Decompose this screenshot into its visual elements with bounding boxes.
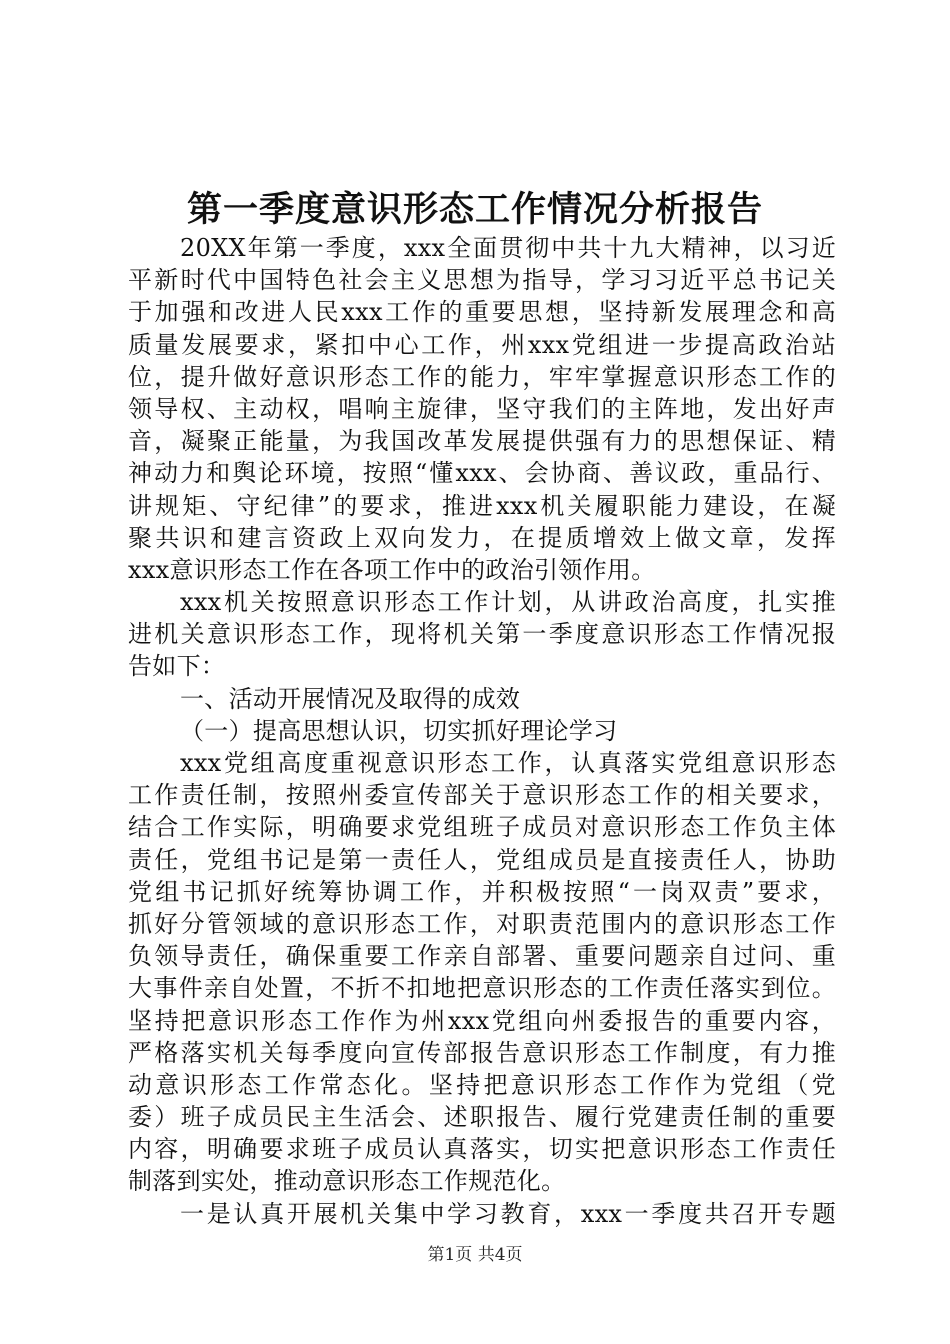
text-line: 聚共识和建言资政上双向发力，在提质增效上做文章，发挥 xyxy=(128,523,836,552)
section-heading-line: 一、活动开展情况及取得的成效 xyxy=(180,684,521,713)
text-line: 结合工作实际，明确要求党组班子成员对意识形态工作负主体 xyxy=(128,813,836,842)
text-line: 质量发展要求，紧扣中心工作，州xxx党组进一步提高政治站 xyxy=(128,330,836,359)
text-line: xxx机关按照意识形态工作计划，从讲政治高度，扎实推 xyxy=(180,588,836,617)
text-line: 责任，党组书记是第一责任人，党组成员是直接责任人，协助 xyxy=(128,845,836,874)
text-line: 工作责任制，按照州委宣传部关于意识形态工作的相关要求， xyxy=(128,781,836,810)
text-line: 内容，明确要求班子成员认真落实，切实把意识形态工作责任 xyxy=(128,1135,836,1164)
text-line: 平新时代中国特色社会主义思想为指导，学习习近平总书记关 xyxy=(128,266,836,295)
text-line: 动意识形态工作常态化。坚持把意识形态工作作为党组（党 xyxy=(128,1070,836,1099)
text-line: 抓好分管领域的意识形态工作，对职责范围内的意识形态工作 xyxy=(128,909,836,938)
text-line: 神动力和舆论环境，按照“懂xxx、会协商、善议政，重品行、 xyxy=(128,459,836,488)
text-line: 于加强和改进人民xxx工作的重要思想，坚持新发展理念和高 xyxy=(128,298,836,327)
text-line: 一是认真开展机关集中学习教育，xxx一季度共召开专题 xyxy=(180,1199,836,1228)
document-body xyxy=(128,232,836,1230)
text-line: 20XX年第一季度，xxx全面贯彻中共十九大精神，以习近 xyxy=(180,234,836,262)
text-line: 进机关意识形态工作，现将机关第一季度意识形态工作情况报 xyxy=(128,620,836,649)
text-line: xxx党组高度重视意识形态工作，认真落实党组意识形态 xyxy=(180,749,836,777)
page-footer: 第1页 共4页 xyxy=(427,1245,523,1265)
document-title: 第一季度意识形态工作情况分析报告 xyxy=(186,189,763,230)
text-line: 领导权、主动权，唱响主旋律，坚守我们的主阵地，发出好声 xyxy=(128,394,836,423)
text-line: 严格落实机关每季度向宣传部报告意识形态工作制度，有力推 xyxy=(128,1038,836,1067)
text-line: 告如下： xyxy=(128,652,226,681)
section-heading-line: （一）提高思想认识，切实抓好理论学习 xyxy=(180,716,618,745)
text-line: 大事件亲自处置，不折不扣地把意识形态的工作责任落实到位。 xyxy=(128,974,836,1003)
text-line: 音，凝聚正能量，为我国改革发展提供强有力的思想保证、精 xyxy=(128,427,836,456)
text-line: xxx意识形态工作在各项工作中的政治引领作用。 xyxy=(128,555,656,584)
text-line: 坚持把意识形态工作作为州xxx党组向州委报告的重要内容， xyxy=(128,1006,836,1035)
text-line: 制落到实处，推动意识形态工作规范化。 xyxy=(128,1167,566,1196)
text-line: 讲规矩、守纪律”的要求，推进xxx机关履职能力建设，在凝 xyxy=(128,491,836,520)
text-line: 委）班子成员民主生活会、述职报告、履行党建责任制的重要 xyxy=(128,1103,836,1132)
text-line: 党组书记抓好统筹协调工作，并积极按照“一岗双责”要求， xyxy=(128,877,836,906)
text-line: 位，提升做好意识形态工作的能力，牢牢掌握意识形态工作的 xyxy=(128,362,836,391)
text-line: 负领导责任，确保重要工作亲自部署、重要问题亲自过问、重 xyxy=(128,942,836,971)
